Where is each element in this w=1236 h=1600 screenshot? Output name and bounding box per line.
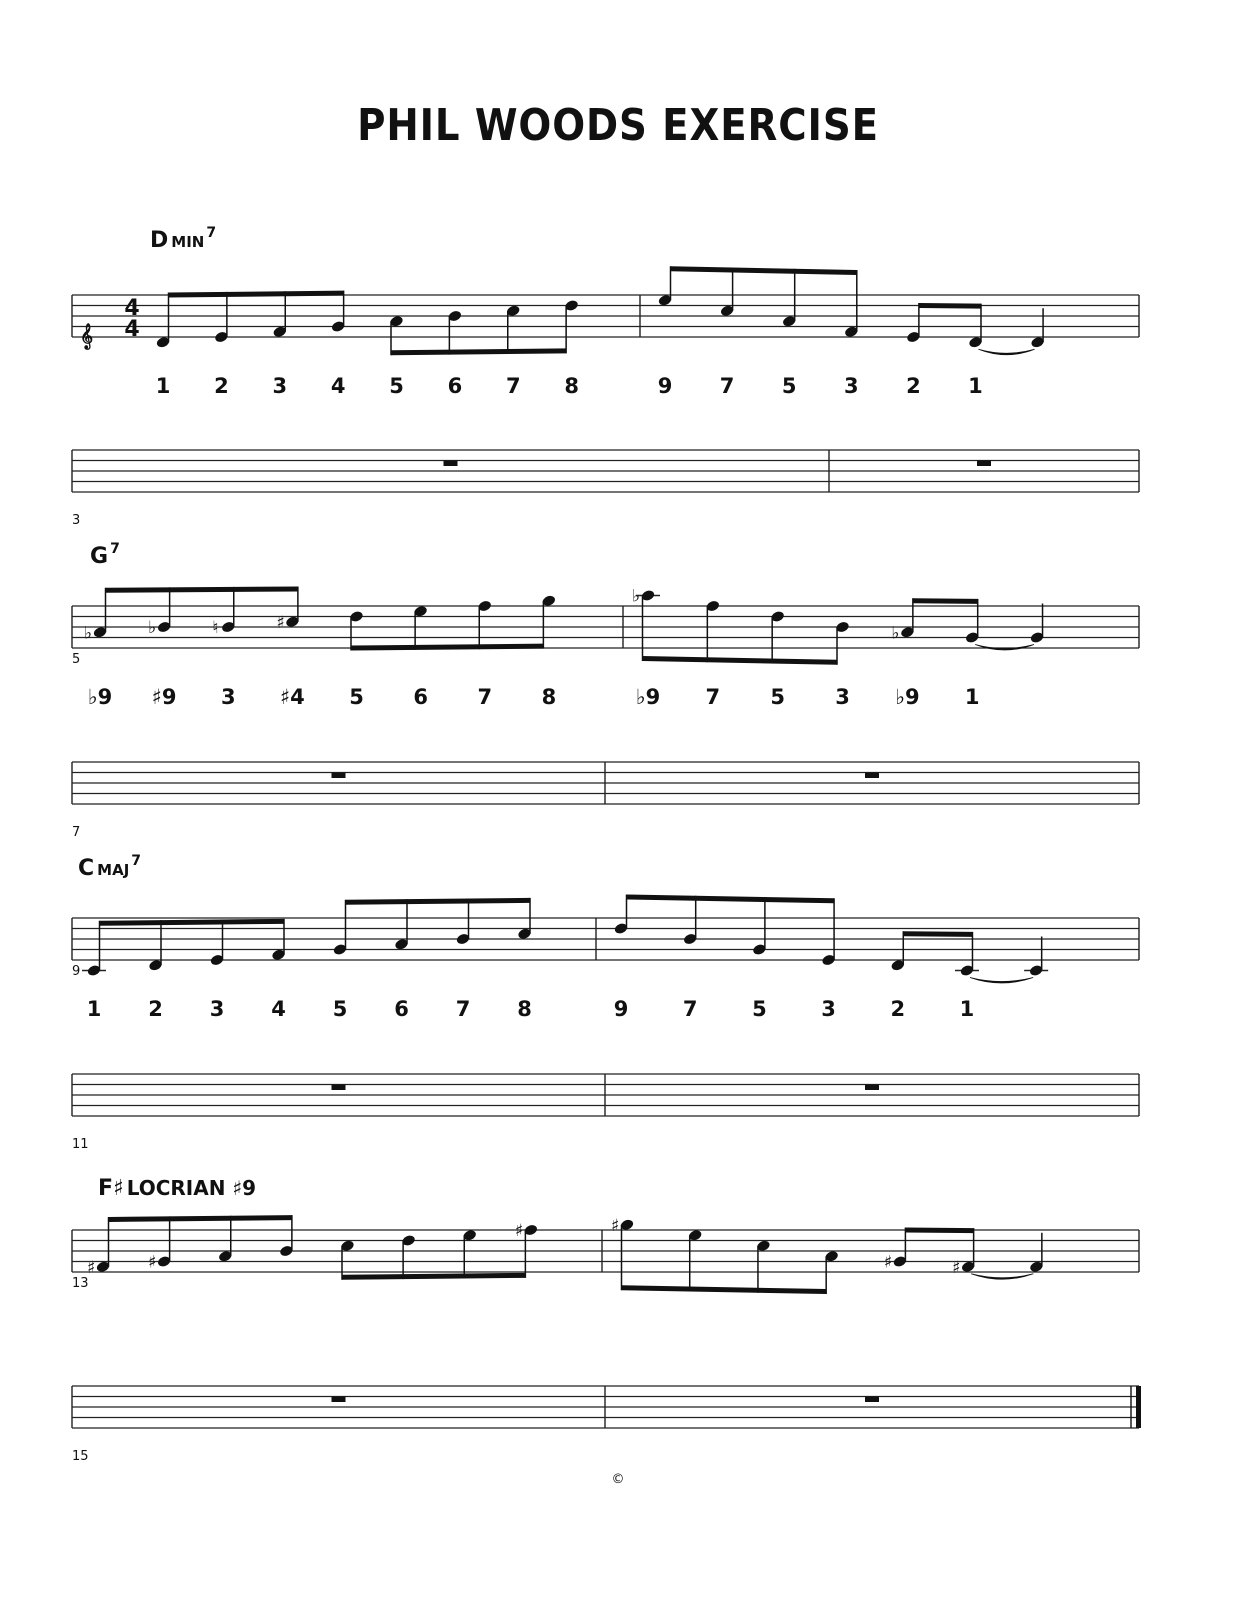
scale-degree: 1 — [964, 685, 980, 709]
scale-degree: 4 — [330, 374, 346, 398]
scale-degree: 7 — [705, 685, 721, 709]
chord-extension: 7 — [206, 225, 217, 241]
scale-degree: 8 — [564, 374, 579, 398]
whole-rest — [444, 461, 458, 467]
accidental: ♭ — [84, 623, 93, 644]
chord-symbol — [78, 853, 141, 881]
chord-symbol — [90, 541, 120, 569]
system-3 — [72, 853, 1139, 1152]
chord-root: F♯ — [98, 1176, 124, 1201]
whole-rest — [865, 1397, 879, 1403]
beam — [106, 586, 298, 592]
scale-degree: 3 — [835, 685, 850, 709]
scale-degree: 5 — [349, 685, 364, 709]
whole-rest — [977, 461, 991, 467]
beam — [913, 598, 978, 604]
scale-degree: 1 — [86, 997, 102, 1021]
scale-degree: ♯4 — [279, 685, 305, 709]
beam — [100, 919, 285, 926]
accidental: ♭ — [148, 618, 157, 638]
beam — [643, 656, 838, 665]
tie — [971, 1274, 1033, 1280]
scale-degree: 8 — [517, 997, 532, 1021]
scale-degree: 3 — [843, 374, 859, 398]
beam — [346, 898, 531, 905]
accidental: ♯ — [276, 612, 285, 633]
scale-degree: 2 — [906, 374, 921, 398]
tie — [970, 978, 1033, 984]
chord-root: D — [150, 228, 169, 253]
accidental: ♯ — [514, 1221, 524, 1241]
chord-extension: 7 — [131, 853, 142, 869]
accidental: ♯ — [87, 1257, 96, 1278]
scale-degree: 2 — [214, 374, 229, 398]
beam — [627, 895, 835, 904]
whole-rest — [332, 1085, 346, 1091]
chord-root: G — [90, 544, 109, 569]
tie — [975, 645, 1034, 651]
scale-degree: 3 — [821, 997, 836, 1021]
beam — [342, 1273, 525, 1280]
scale-degree: 6 — [413, 685, 428, 709]
chord-symbol — [150, 225, 216, 253]
final-barline — [1136, 1386, 1141, 1428]
scale-degree: 6 — [447, 374, 463, 398]
whole-rest — [332, 1397, 346, 1403]
measure-number: 13 — [72, 1276, 89, 1291]
beam — [391, 348, 566, 355]
beam — [671, 266, 857, 275]
chord-symbol — [98, 1176, 256, 1201]
scale-degree: 2 — [148, 997, 163, 1021]
beam — [905, 1228, 973, 1234]
beam — [351, 644, 543, 651]
measure-number: 11 — [72, 1137, 89, 1152]
scale-degree: ♭9 — [87, 685, 113, 709]
scale-degree: ♯9 — [151, 685, 177, 709]
copyright-mark: © — [611, 1472, 625, 1487]
scale-degree: 7 — [477, 685, 493, 709]
scale-degree: 3 — [209, 997, 225, 1021]
accidental: ♭ — [891, 623, 900, 644]
treble-clef: 𝄞 — [80, 324, 94, 349]
accidental: ♭ — [632, 586, 641, 607]
system-1 — [72, 225, 1139, 528]
chord-extension: 7 — [110, 541, 120, 557]
scale-degree: 2 — [890, 997, 906, 1021]
scale-degree: 7 — [719, 374, 735, 398]
chord-quality: MIN — [171, 233, 205, 251]
accidental: ♯ — [883, 1252, 893, 1273]
measure-number: 5 — [72, 652, 81, 667]
scale-degree: 7 — [682, 997, 698, 1021]
scale-degree: 4 — [271, 997, 286, 1021]
scale-degree: 7 — [505, 374, 521, 398]
scale-degree: 5 — [781, 374, 797, 398]
scale-degree: 1 — [155, 374, 171, 398]
system-2 — [72, 541, 1139, 840]
beam — [109, 1215, 292, 1222]
scale-degree: 5 — [389, 374, 404, 398]
whole-rest — [865, 1085, 879, 1091]
scale-degree: 5 — [332, 997, 348, 1021]
beam — [919, 303, 981, 309]
accidental: ♯ — [611, 1215, 620, 1236]
chord-quality: MAJ — [97, 861, 130, 879]
measure-number: 3 — [72, 513, 81, 528]
beam — [903, 931, 972, 937]
beam — [169, 291, 344, 298]
scale-degree: 3 — [220, 685, 236, 709]
tie — [978, 349, 1034, 355]
scale-degree: 9 — [657, 374, 673, 398]
accidental: ♮ — [212, 618, 219, 638]
measure-number: 7 — [72, 825, 81, 840]
scale-degree: 7 — [455, 997, 471, 1021]
scale-degree: ♭9 — [635, 685, 661, 709]
beam — [622, 1285, 827, 1294]
scale-degree: 8 — [541, 685, 557, 709]
measure-number: 9 — [72, 964, 81, 979]
whole-rest — [332, 773, 346, 779]
time-signature-top: 4 — [124, 296, 140, 321]
measure-number: 15 — [72, 1449, 89, 1464]
system-4 — [72, 1176, 1141, 1464]
accidental: ♯ — [952, 1257, 961, 1278]
scale-degree: 5 — [770, 685, 785, 709]
accidental: ♯ — [148, 1252, 157, 1273]
whole-rest — [865, 773, 879, 779]
scale-degree: 1 — [968, 374, 983, 398]
chord-root: C — [78, 856, 95, 881]
scale-degree: 1 — [959, 997, 975, 1021]
scale-degree: ♭9 — [895, 685, 920, 709]
chord-quality: LOCRIAN ♯9 — [126, 1176, 257, 1200]
time-signature-bottom: 4 — [124, 317, 140, 342]
scale-degree: 5 — [752, 997, 767, 1021]
page-title: PHIL WOODS EXERCISE — [357, 100, 879, 151]
scale-degree: 6 — [394, 997, 409, 1021]
scale-degree: 9 — [613, 997, 629, 1021]
scale-degree: 3 — [272, 374, 288, 398]
